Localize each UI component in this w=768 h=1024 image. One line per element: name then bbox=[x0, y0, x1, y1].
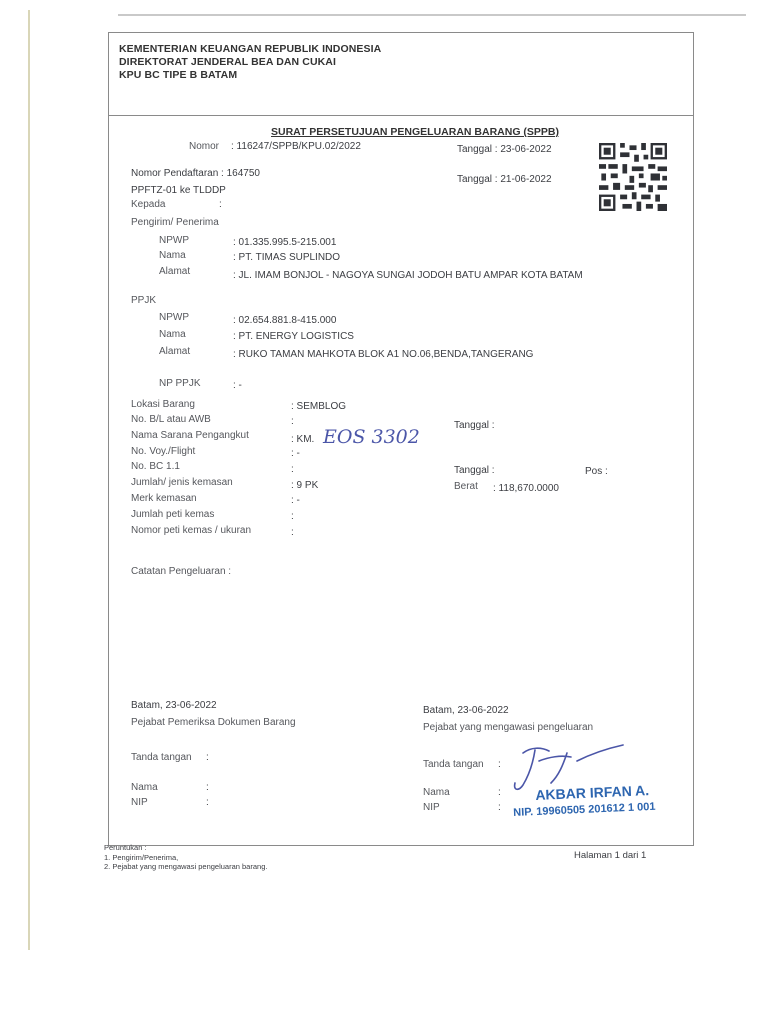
ministry-line-2: DIREKTORAT JENDERAL BEA DAN CUKAI bbox=[119, 56, 337, 68]
bc-label: No. BC 1.1 bbox=[131, 461, 180, 472]
jumlah-value: : 9 PK bbox=[291, 480, 319, 491]
officer-stamp-name: AKBAR IRFAN A. bbox=[535, 782, 650, 803]
ppjk-nama-value: : PT. ENERGY LOGISTICS bbox=[233, 331, 354, 342]
sarana-value: : KM. bbox=[291, 434, 315, 445]
officer-stamp-nip: NIP. 19960505 201612 1 001 bbox=[513, 800, 656, 819]
bl-value: : bbox=[291, 416, 294, 427]
left-place-date: Batam, 23-06-2022 bbox=[131, 700, 217, 711]
nomor-peti-label: Nomor peti kemas / ukuran bbox=[131, 525, 252, 536]
left-nama-label: Nama bbox=[131, 782, 158, 793]
left-nip-label: NIP bbox=[131, 797, 148, 808]
tanggal-sppb: Tanggal : 23-06-2022 bbox=[457, 144, 552, 155]
bc-pos: Pos : bbox=[585, 466, 608, 477]
footer-item-2: 2. Pejabat yang mengawasi pengeluaran barang. bbox=[104, 862, 268, 871]
left-role: Pejabat Pemeriksa Dokumen Barang bbox=[131, 717, 296, 728]
merk-label: Merk kemasan bbox=[131, 493, 197, 504]
footer-item-1: 1. Pengirim/Penerima, bbox=[104, 853, 179, 862]
ppjk-alamat-label: Alamat bbox=[159, 346, 191, 357]
right-nama-value: : bbox=[498, 787, 501, 798]
nomor-label: Nomor bbox=[189, 141, 220, 152]
scan-top-line bbox=[118, 14, 746, 16]
peti-value: : bbox=[291, 511, 294, 522]
jumlah-label: Jumlah/ jenis kemasan bbox=[131, 477, 233, 488]
right-nama-label: Nama bbox=[423, 787, 450, 798]
berat-value: : 118,670.0000 bbox=[493, 483, 559, 494]
footer-heading: Peruntukan : bbox=[104, 843, 147, 852]
ppjk-alamat-value: : RUKO TAMAN MAHKOTA BLOK A1 NO.06,BENDA,TANGERANG bbox=[233, 349, 534, 360]
pengirim-nama-value: : PT. TIMAS SUPLINDO bbox=[233, 252, 341, 263]
sarana-label: Nama Sarana Pengangkut bbox=[131, 430, 249, 441]
ppjk-nama-label: Nama bbox=[159, 329, 186, 340]
merk-value: : - bbox=[291, 495, 300, 506]
ppjk-npwp-value: : 02.654.881.8-415.000 bbox=[233, 315, 337, 326]
lokasi-label: Lokasi Barang bbox=[131, 399, 195, 410]
np-ppjk-label: NP PPJK bbox=[159, 378, 201, 389]
pengirim-nama-label: Nama bbox=[159, 250, 186, 261]
right-role: Pejabat yang mengawasi pengeluaran bbox=[423, 722, 594, 733]
sarana-handwritten: EOS 3302 bbox=[323, 426, 420, 448]
nomor-peti-value: : bbox=[291, 527, 294, 538]
pengirim-npwp-value: : 01.335.995.5-215.001 bbox=[233, 237, 337, 248]
catatan-pengeluaran: Catatan Pengeluaran : bbox=[131, 566, 232, 577]
bl-label: No. B/L atau AWB bbox=[131, 414, 211, 425]
pengirim-heading: Pengirim/ Penerima bbox=[131, 217, 219, 228]
ppjk-npwp-label: NPWP bbox=[159, 312, 189, 323]
kepada-label: Kepada bbox=[131, 199, 166, 210]
sppb-document bbox=[108, 32, 694, 846]
right-nip-label: NIP bbox=[423, 802, 440, 813]
nomor-pendaftaran: Nomor Pendaftaran : 164750 bbox=[131, 168, 260, 179]
berat-label: Berat bbox=[454, 481, 478, 492]
peti-label: Jumlah peti kemas bbox=[131, 509, 215, 520]
qr-code-icon bbox=[599, 143, 667, 211]
left-nip-value: : bbox=[206, 797, 209, 808]
bc-value: : bbox=[291, 464, 294, 475]
pengirim-npwp-label: NPWP bbox=[159, 235, 189, 246]
voy-label: No. Voy./Flight bbox=[131, 446, 196, 457]
pengirim-alamat-label: Alamat bbox=[159, 266, 191, 277]
right-nip-value: : bbox=[498, 802, 501, 813]
document-title: SURAT PERSETUJUAN PENGELUARAN BARANG (SPPB) bbox=[271, 126, 559, 138]
ppftz-type: PPFTZ-01 ke TLDDP bbox=[131, 185, 226, 196]
right-tanda-value: : bbox=[498, 759, 501, 770]
tanggal-pendaftaran: Tanggal : 21-06-2022 bbox=[457, 174, 552, 185]
voy-value: : - bbox=[291, 448, 300, 459]
nomor-value: : 116247/SPPB/KPU.02/2022 bbox=[231, 141, 361, 152]
lokasi-value: : SEMBLOG bbox=[291, 401, 347, 412]
ministry-line-1: KEMENTERIAN KEUANGAN REPUBLIK INDONESIA bbox=[119, 43, 382, 55]
page-number: Halaman 1 dari 1 bbox=[574, 850, 647, 861]
right-tanda-label: Tanda tangan bbox=[423, 759, 484, 770]
left-tanda-label: Tanda tangan bbox=[131, 752, 192, 763]
np-ppjk-value: : - bbox=[233, 380, 242, 391]
header-divider bbox=[109, 115, 693, 116]
ministry-line-3: KPU BC TIPE B BATAM bbox=[119, 69, 238, 81]
ppjk-heading: PPJK bbox=[131, 295, 157, 306]
kepada-value: : bbox=[219, 199, 222, 210]
scan-edge bbox=[28, 10, 30, 950]
left-tanda-value: : bbox=[206, 752, 209, 763]
bc-tanggal: Tanggal : bbox=[454, 465, 495, 476]
pengirim-alamat-value: : JL. IMAM BONJOL - NAGOYA SUNGAI JODOH BATU AMPAR KOTA BATAM bbox=[233, 270, 583, 281]
left-nama-value: : bbox=[206, 782, 209, 793]
right-place-date: Batam, 23-06-2022 bbox=[423, 705, 509, 716]
bl-tanggal: Tanggal : bbox=[454, 420, 495, 431]
